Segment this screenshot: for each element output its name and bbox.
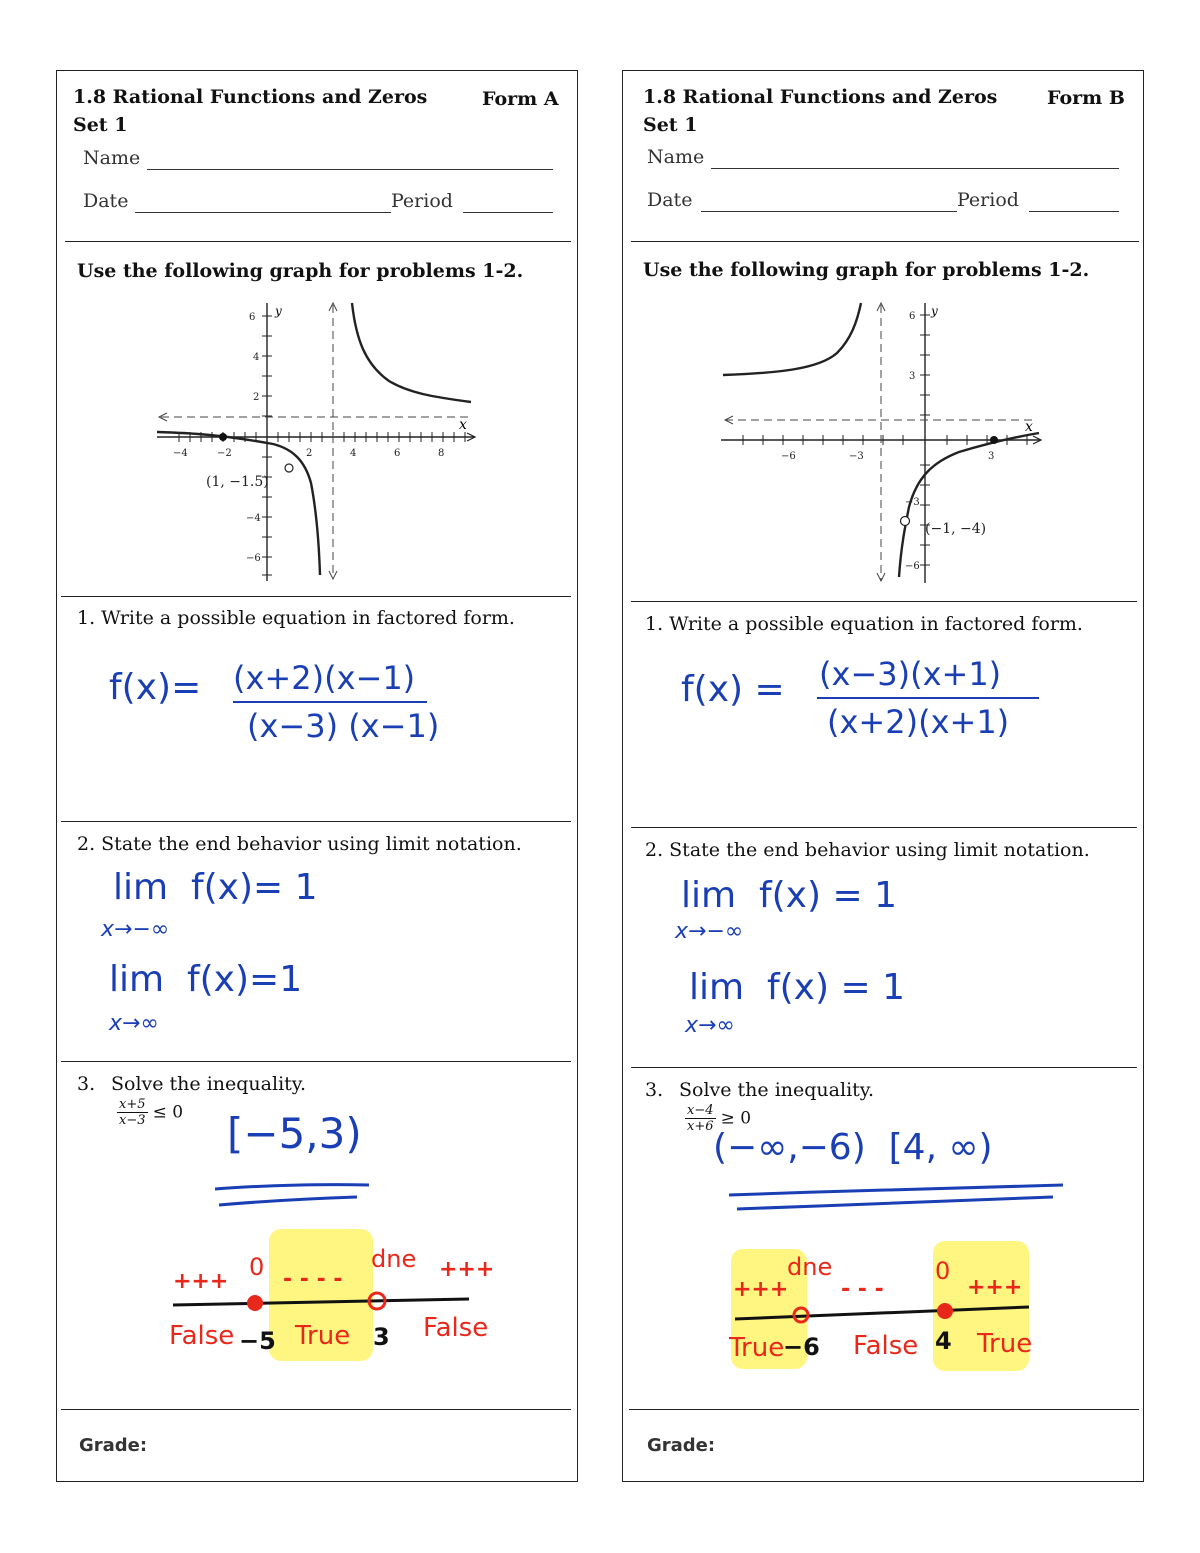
set-label: Set 1: [643, 114, 698, 136]
y-axis-label: y: [931, 304, 938, 318]
critical-value-1: −5: [239, 1327, 276, 1355]
x-tick-label: 6: [394, 448, 401, 459]
sign-right: +++: [967, 1275, 1023, 1300]
period-field[interactable]: [1029, 211, 1119, 212]
q2-limit-1-sub: x→−∞: [675, 919, 744, 944]
horizontal-asymptote: [159, 413, 473, 421]
q1-fraction-bar: [233, 701, 427, 703]
name-label: Name: [647, 146, 705, 168]
critical-value-2: 3: [373, 1323, 390, 1351]
x-axis-label: x: [459, 417, 467, 433]
y-tick-label: −6: [246, 553, 261, 564]
q2-limit-1: lim f(x) = 1: [681, 875, 897, 916]
divider: [61, 821, 571, 822]
y-axis-label: y: [275, 304, 282, 318]
name-field[interactable]: [147, 169, 553, 170]
x-tick-label: 8: [438, 448, 445, 459]
hole-label: (−1, −4): [925, 521, 987, 537]
x-tick-label: 4: [350, 448, 357, 459]
q3-denominator: x−3: [119, 1113, 146, 1128]
x-tick-label: −3: [849, 451, 864, 462]
q2-limit-2-sub: x→∞: [109, 1011, 159, 1036]
q1-fraction-bar: [817, 697, 1039, 699]
q1-answer-denominator: (x+2)(x+1): [827, 703, 1010, 741]
q3-answer: (−∞,−6) [4, ∞): [713, 1127, 993, 1168]
divider: [65, 241, 571, 242]
divider: [631, 601, 1137, 602]
q2-limit-1: lim f(x)= 1: [113, 867, 318, 908]
graph-prompt: Use the following graph for problems 1-2.: [643, 259, 1090, 281]
x-tick-label: −6: [781, 451, 796, 462]
date-label: Date: [83, 190, 129, 212]
y-tick-label: −4: [246, 513, 261, 524]
form-a: [56, 70, 578, 1482]
divider: [631, 827, 1137, 828]
x-tick-label: −4: [173, 448, 188, 459]
interval-left-word: False: [169, 1321, 235, 1351]
grade-label: Grade:: [647, 1435, 716, 1456]
critical-value-1: −6: [783, 1333, 820, 1361]
form-label: Form A: [482, 88, 559, 110]
interval-middle-word: True: [295, 1321, 351, 1351]
sign-middle: - - - -: [283, 1267, 343, 1292]
x-tick-label: −2: [217, 448, 232, 459]
critical-value-2: 4: [935, 1327, 952, 1355]
y-tick-label: 6: [909, 311, 916, 322]
q1-answer-denominator: (x−3) (x−1): [247, 707, 440, 745]
q3-relation: ≥ 0: [720, 1108, 752, 1129]
question-3-number: 3.: [645, 1079, 664, 1101]
rational-function-graph: [719, 297, 1045, 587]
interval-right-word: True: [977, 1329, 1033, 1359]
q3-fraction: [117, 1097, 148, 1128]
rational-function-graph: [153, 299, 483, 584]
question-1: 1. Write a possible equation in factored form.: [77, 607, 515, 629]
closed-point: [247, 1295, 263, 1311]
x-intercept-point: [219, 433, 227, 441]
period-label: Period: [391, 190, 453, 212]
hole-label: (1, −1.5): [206, 474, 269, 490]
y-tick-label: −6: [905, 561, 920, 572]
hole-point: [901, 517, 910, 526]
form-label: Form B: [1047, 87, 1125, 109]
q2-limit-2: lim f(x)=1: [109, 959, 303, 1000]
closed-point: [937, 1303, 953, 1319]
q3-numerator: x−4: [687, 1103, 714, 1118]
vertical-asymptote: [329, 303, 337, 579]
x-tick-label: 3: [988, 451, 995, 462]
date-field[interactable]: [135, 212, 391, 213]
q2-limit-1-sub: x→−∞: [101, 917, 170, 942]
date-field[interactable]: [701, 211, 957, 212]
sign-right: +++: [439, 1257, 495, 1282]
worksheet-title: 1.8 Rational Functions and Zeros: [73, 86, 428, 108]
q3-fraction: [685, 1103, 716, 1134]
left-branch-curve: [723, 303, 861, 375]
period-field[interactable]: [463, 212, 553, 213]
graph-prompt: Use the following graph for problems 1-2.: [77, 260, 524, 282]
x-axis-label: x: [1025, 419, 1033, 435]
q3-answer: [−5,3): [227, 1109, 362, 1158]
y-tick-label: 2: [253, 392, 260, 403]
question-2: 2. State the end behavior using limit notation.: [645, 839, 1090, 861]
q2-limit-2: lim f(x) = 1: [689, 967, 905, 1008]
worksheet-title: 1.8 Rational Functions and Zeros: [643, 86, 998, 108]
q1-answer-lhs: f(x) =: [681, 669, 785, 710]
grade-label: Grade:: [79, 1435, 148, 1456]
number-line: [731, 1299, 1035, 1329]
name-label: Name: [83, 147, 141, 169]
question-2: 2. State the end behavior using limit notation.: [77, 833, 522, 855]
divider: [631, 241, 1139, 242]
question-1: 1. Write a possible equation in factored form.: [645, 613, 1083, 635]
right-branch-curve: [352, 303, 471, 402]
x-tick-label: 2: [306, 448, 313, 459]
dne-mark: dne: [787, 1253, 833, 1281]
zero-mark: 0: [935, 1257, 951, 1285]
x-intercept-point: [990, 436, 998, 444]
interval-right-word: False: [423, 1313, 489, 1343]
y-tick-label: −3: [905, 497, 920, 508]
q2-limit-2-sub: x→∞: [685, 1013, 735, 1038]
y-tick-label: 3: [909, 371, 916, 382]
sign-middle: - - -: [841, 1277, 884, 1302]
q1-answer-numerator: (x+2)(x−1): [233, 659, 416, 697]
divider: [631, 1067, 1137, 1068]
q1-answer-numerator: (x−3)(x+1): [819, 655, 1002, 693]
period-label: Period: [957, 189, 1019, 211]
q3-inequality: [117, 1097, 183, 1128]
y-tick-label: 4: [253, 352, 260, 363]
sign-left: +++: [733, 1277, 789, 1302]
answer-underline: [723, 1183, 1073, 1213]
set-label: Set 1: [73, 114, 128, 136]
interval-left-word: True: [729, 1333, 785, 1363]
y-tick-label: 6: [249, 312, 256, 323]
sign-left: +++: [173, 1269, 229, 1294]
hole-point: [285, 464, 293, 472]
name-field[interactable]: [711, 168, 1119, 169]
dne-mark: dne: [371, 1245, 417, 1273]
date-label: Date: [647, 189, 693, 211]
question-3: Solve the inequality.: [679, 1079, 875, 1101]
divider: [61, 1061, 571, 1062]
answer-underline: [207, 1181, 377, 1211]
divider: [629, 1409, 1139, 1410]
form-b: [622, 70, 1144, 1482]
divider: [61, 1409, 571, 1410]
divider: [61, 596, 571, 597]
q3-denominator: x+6: [687, 1119, 714, 1134]
q3-numerator: x+5: [119, 1097, 146, 1112]
question-3-number: 3.: [77, 1073, 96, 1095]
q3-relation: ≤ 0: [152, 1102, 184, 1123]
question-3: Solve the inequality.: [111, 1073, 307, 1095]
interval-middle-word: False: [853, 1331, 919, 1361]
q1-answer-lhs: f(x)=: [109, 667, 202, 708]
zero-mark: 0: [249, 1253, 265, 1281]
vertical-asymptote: [877, 303, 885, 581]
